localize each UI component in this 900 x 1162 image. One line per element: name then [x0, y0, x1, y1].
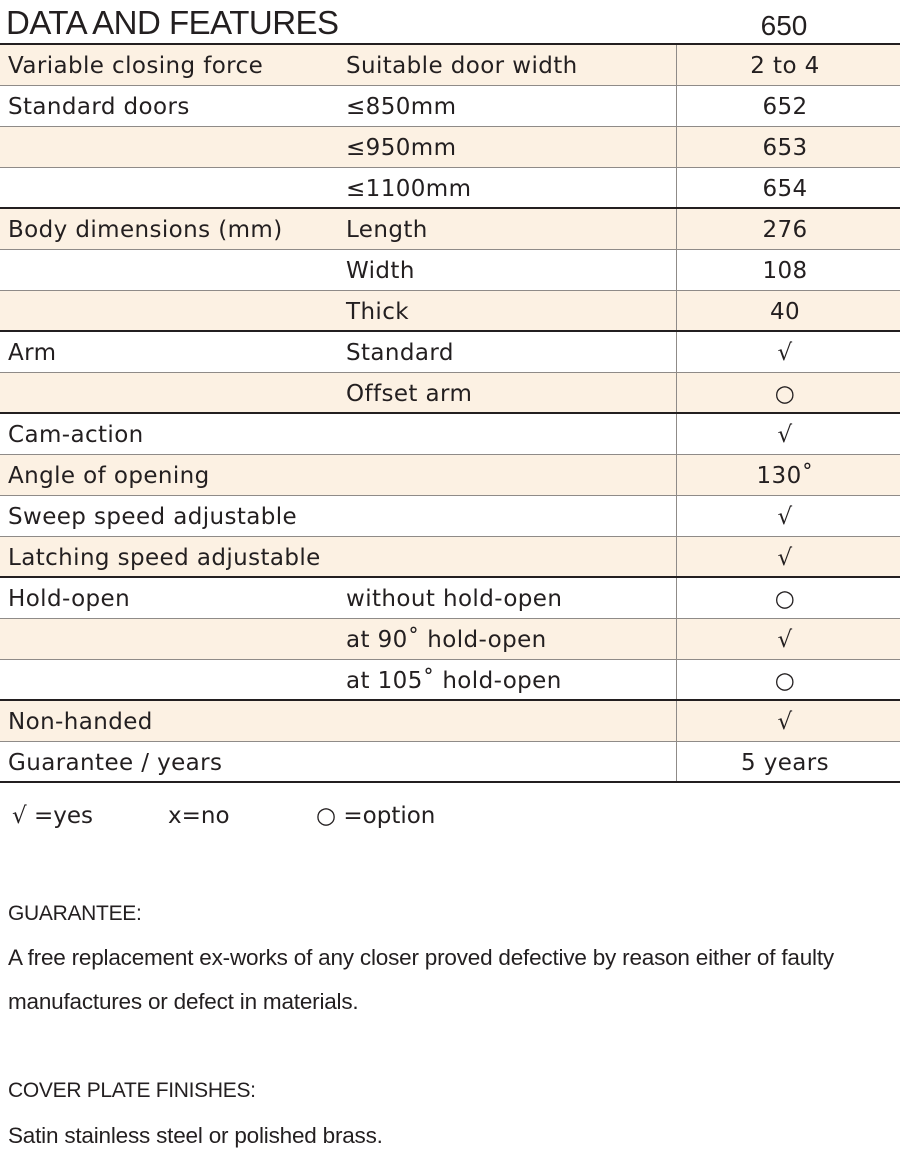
row-value: 5 years [676, 742, 893, 781]
table-header [0, 0, 900, 45]
row-value: ○ [676, 660, 893, 699]
row-sublabel: ≤1100mm [346, 176, 472, 202]
row-value: √ [676, 332, 893, 372]
row-sublabel: without hold-open [346, 586, 563, 612]
legend-option: ○ =option [316, 803, 436, 829]
table-row [0, 414, 900, 455]
row-sublabel: at 105˚ hold-open [346, 668, 562, 694]
table-row [0, 373, 900, 414]
row-value: √ [676, 701, 893, 741]
row-label: Body dimensions (mm) [8, 217, 283, 243]
legend [0, 800, 900, 832]
row-sublabel: Suitable door width [346, 53, 578, 79]
row-value: 653 [676, 127, 893, 167]
row-value: √ [676, 414, 893, 454]
table-row [0, 168, 900, 209]
row-value: 2 to 4 [676, 45, 893, 85]
row-value: 108 [676, 250, 893, 290]
row-label: Latching speed adjustable [8, 545, 321, 571]
table-row [0, 332, 900, 373]
row-label: Angle of opening [8, 463, 210, 489]
row-label: Sweep speed adjustable [8, 504, 298, 530]
row-value: 654 [676, 168, 893, 207]
row-label: Cam-action [8, 422, 144, 448]
spec-table [0, 45, 900, 783]
row-value: ○ [676, 373, 893, 412]
row-value: 652 [676, 86, 893, 126]
row-sublabel: at 90˚ hold-open [346, 627, 547, 653]
table-row [0, 127, 900, 168]
legend-yes: √ =yes [12, 803, 93, 829]
row-label: Hold-open [8, 586, 131, 612]
row-sublabel: ≤950mm [346, 135, 457, 161]
table-row [0, 660, 900, 701]
row-sublabel: Length [346, 217, 428, 243]
page-title: DATA AND FEATURES [6, 4, 339, 41]
row-label: Standard doors [8, 94, 190, 120]
table-row [0, 619, 900, 660]
table-row [0, 742, 900, 783]
row-value: 130˚ [676, 455, 893, 495]
finishes-heading: COVER PLATE FINISHES: [8, 1079, 256, 1102]
row-label: Arm [8, 340, 57, 366]
row-label: Non-handed [8, 709, 153, 735]
row-value: ○ [676, 578, 893, 618]
row-value: 40 [676, 291, 893, 330]
model-number: 650 [760, 10, 808, 41]
finishes-text: Satin stainless steel or polished brass. [8, 1123, 383, 1148]
table-row [0, 45, 900, 86]
row-value: √ [676, 619, 893, 659]
row-label: Guarantee / years [8, 750, 223, 776]
row-sublabel: Thick [346, 299, 409, 325]
row-value: √ [676, 496, 893, 536]
table-row [0, 291, 900, 332]
row-sublabel: Width [346, 258, 415, 284]
guarantee-heading: GUARANTEE: [8, 902, 142, 925]
table-row [0, 86, 900, 127]
row-value: √ [676, 537, 893, 576]
row-sublabel: Offset arm [346, 381, 473, 407]
row-sublabel: ≤850mm [346, 94, 457, 120]
row-value: 276 [676, 209, 893, 249]
table-row [0, 209, 900, 250]
table-row [0, 701, 900, 742]
guarantee-text: A free replacement ex-works of any closer proved defective by reason either of faulty manufactures or defect in materials. [8, 945, 834, 1014]
table-row [0, 537, 900, 578]
table-row [0, 455, 900, 496]
table-row [0, 496, 900, 537]
legend-no: x=no [168, 803, 230, 829]
table-row [0, 578, 900, 619]
table-row [0, 250, 900, 291]
row-label: Variable closing force [8, 53, 264, 79]
row-sublabel: Standard [346, 340, 454, 366]
